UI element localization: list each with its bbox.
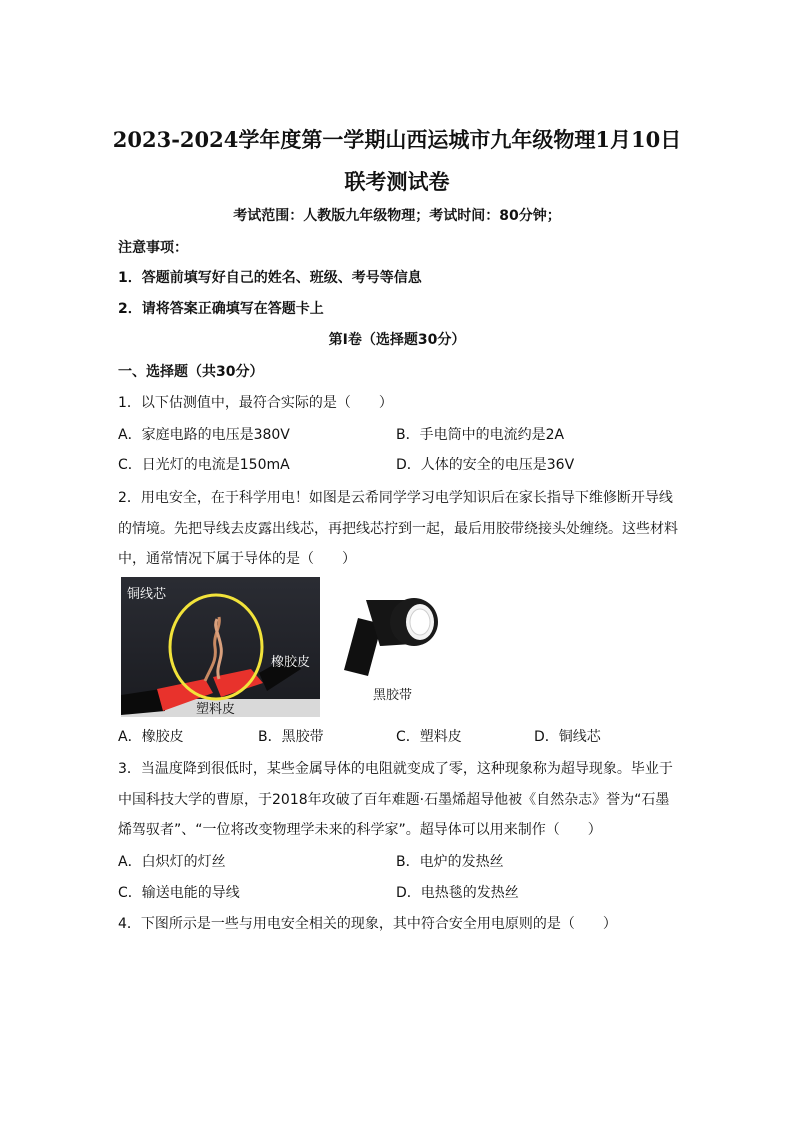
- question-3-stem-line2: 中国科技大学的曹原，于2018年攻破了百年难题·石墨烯超导他被《自然杂志》誉为“石墨: [118, 792, 670, 808]
- question-3-option-b: B．电炉的发热丝: [396, 854, 504, 870]
- question-3-option-a: A．白炽灯的灯丝: [118, 854, 226, 870]
- notes-item-2: 2．请将答案正确填写在答题卡上: [118, 301, 324, 317]
- label-plastic-skin: 塑料皮: [196, 702, 236, 717]
- tape-figure: [340, 594, 442, 702]
- question-2-option-c: C．塑料皮: [396, 729, 462, 745]
- question-2-stem-line1: 2．用电安全，在于科学用电！如图是云希同学学习电学知识后在家长指导下维修断开导线: [118, 490, 673, 506]
- question-1-option-d: D．人体的安全的电压是36V: [396, 457, 575, 473]
- question-1-option-b: B．手电筒中的电流约是2A: [396, 427, 565, 443]
- question-2-option-d: D．铜线芯: [534, 729, 601, 745]
- label-black-tape: 黑胶带: [373, 688, 413, 703]
- question-1-stem: 1．以下估测值中，最符合实际的是（ ）: [118, 395, 393, 411]
- black-tape-illustration: [340, 594, 442, 684]
- exam-title-line2: 联考测试卷: [344, 169, 450, 194]
- question-4-stem: 4．下图所示是一些与用电安全相关的现象，其中符合安全用电原则的是（ ）: [118, 916, 617, 932]
- label-copper-core: 铜线芯: [127, 587, 167, 602]
- exam-info: 考试范围：人教版九年级物理；考试时间：80分钟；: [233, 208, 561, 224]
- notes-item-1: 1．答题前填写好自己的姓名、班级、考号等信息: [118, 270, 422, 286]
- question-3-stem-line1: 3．当温度降到很低时，某些金属导体的电阻就变成了零，这种现象称为超导现象。毕业于: [118, 761, 673, 777]
- notes-heading: 注意事项：: [118, 240, 188, 256]
- question-2-option-a: A．橡胶皮: [118, 729, 184, 745]
- question-2-option-b: B．黑胶带: [258, 729, 324, 745]
- exam-title-line1: 2023-2024学年度第一学期山西运城市九年级物理1月10日: [112, 127, 682, 152]
- question-1-option-a: A．家庭电路的电压是380V: [118, 427, 290, 443]
- question-1-option-c: C．日光灯的电流是150mA: [118, 457, 290, 473]
- part-heading: 一、选择题（共30分）: [118, 364, 264, 380]
- question-3-option-d: D．电热毯的发热丝: [396, 885, 519, 901]
- volume-heading: 第I卷（选择题30分）: [328, 332, 466, 348]
- question-2-stem-line2: 的情境。先把导线去皮露出线芯，再把线芯拧到一起，最后用胶带绕接头处缠绕。这些材料: [118, 521, 678, 537]
- question-3-stem-line3: 烯驾驭者”、“一位将改变物理学未来的科学家”。超导体可以用来制作（ ）: [118, 822, 602, 838]
- wire-photo-figure: [121, 577, 320, 717]
- question-3-option-c: C．输送电能的导线: [118, 885, 240, 901]
- question-2-stem-line3: 中，通常情况下属于导体的是（ ）: [118, 551, 356, 567]
- label-rubber-skin: 橡胶皮: [271, 655, 311, 670]
